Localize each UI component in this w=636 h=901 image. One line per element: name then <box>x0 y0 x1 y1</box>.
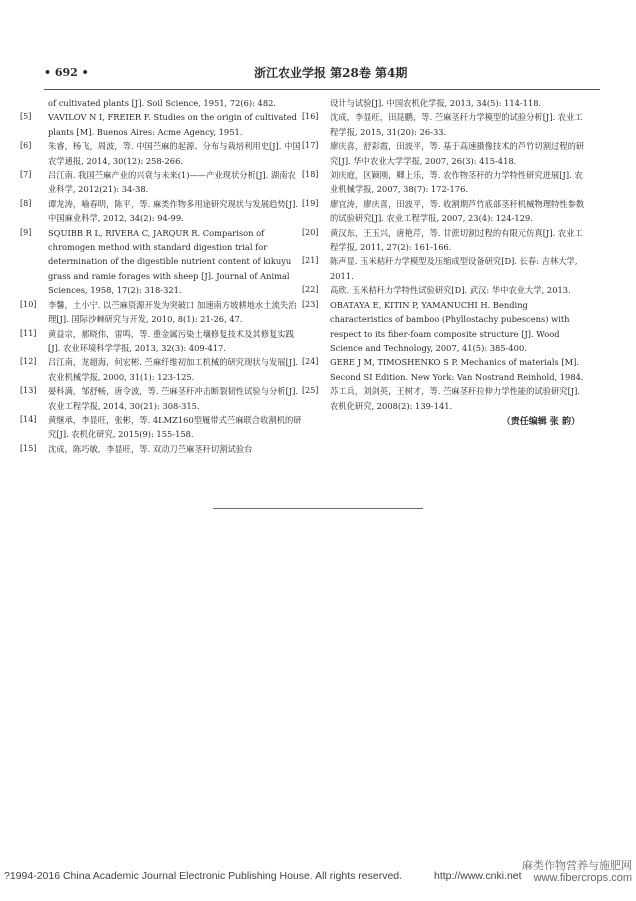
reference-text: 晏科满，邹舒畅，唐令波，等. 苎麻茎秆冲击断裂韧性试验与分析[J]. 农业工程学报, 2014, 30(21): 308-315. <box>48 386 299 411</box>
reference-text: 谭龙涛，喻春明，陈平，等. 麻类作物多用途研究现状与发展趋势[J]. 中国麻业科学, 2012, 34(2): 94-99. <box>48 198 299 224</box>
reference-number: [6] <box>20 141 32 151</box>
reference-item <box>20 226 304 298</box>
reference-text: of cultivated plants [J]. Soil Science, 1951, 72(6): 482. <box>48 98 277 108</box>
reference-item <box>302 355 586 384</box>
reference-number: [11] <box>20 328 37 338</box>
reference-item <box>20 110 304 139</box>
reference-item <box>302 298 586 356</box>
reference-text: 黄继承，李显旺，张彬，等. 4LMZ160型履带式苎麻联合收割机的研究[J]. 农机化研究, 2015(9): 155-158. <box>48 414 302 440</box>
reference-text: 黄益宗，郝晓伟，雷鸣，等. 重金属污染土壤修复技术及其修复实践[J]. 农业环境科学学报, 2013, 32(3): 409-417. <box>48 328 294 353</box>
reference-number: [9] <box>20 227 32 237</box>
reference-item <box>330 96 586 110</box>
reference-text: 沈成，李显旺，田昆鹏，等. 苎麻茎秆力学模型的试验分析[J]. 农业工程学报, 2015, 31(20): 26-33. <box>330 112 583 137</box>
reference-item <box>20 355 304 384</box>
reference-item <box>302 254 586 283</box>
reference-column-right <box>302 96 586 429</box>
reference-item <box>20 298 304 327</box>
reference-text: 刘庆庭，区颖刚，卿上乐，等. 农作物茎秆的力学特性研究进展[J]. 农业机械学报, 2007, 38(7): 172-176. <box>330 170 583 195</box>
reference-number: [23] <box>302 299 319 309</box>
reference-number: [12] <box>20 357 37 367</box>
reference-text: 设计与试验[J]. 中国农机化学报, 2013, 34(5): 114-118. <box>330 98 542 108</box>
journal-running-head: 浙江农业学报 第28卷 第4期 <box>254 66 408 80</box>
reference-text: VAVILOV N I, FREIER F. Studies on the origin of cultivated plants [M]. Buenos Aires: Acme Agency, 1951. <box>48 112 297 137</box>
reference-number: [21] <box>302 256 319 266</box>
reference-item <box>20 139 304 168</box>
reference-item <box>302 226 586 255</box>
reference-number: [17] <box>302 141 319 151</box>
reference-item <box>20 413 304 442</box>
reference-item <box>302 197 586 226</box>
watermark <box>522 860 632 884</box>
reference-number: [18] <box>302 170 319 180</box>
reference-text: 廖宜涛，廖庆喜，田波平，等. 收割期芦竹底部茎秆机械物理特性参数的试验研究[J]. 农业工程学报, 2007, 23(4): 124-129. <box>330 198 585 224</box>
reference-number: [16] <box>302 112 319 122</box>
reference-column-left <box>20 96 304 456</box>
reference-item <box>302 110 586 139</box>
reference-number: [5] <box>20 112 32 122</box>
reference-text: 吕江南，龙超海，何宏彬. 苎麻纤维初加工机械的研究现状与发展[J]. 农业机械学报, 2000, 31(1): 123-125. <box>48 357 299 382</box>
reference-number: [20] <box>302 227 319 237</box>
reference-number: [13] <box>20 386 37 396</box>
page-footer <box>4 860 632 890</box>
reference-item <box>302 168 586 197</box>
responsible-editor: （责任编辑 张 韵） <box>501 416 580 427</box>
reference-number: [8] <box>20 198 32 208</box>
watermark-url: www.fibercrops.com <box>533 872 632 884</box>
reference-text: 陈声显. 玉米秸秆力学模型及压缩成型设备研究[D]. 长春: 吉林大学, 2011. <box>330 256 578 281</box>
reference-number: [14] <box>20 414 37 424</box>
watermark-cn: 麻类作物营养与施肥网 <box>522 860 632 872</box>
reference-text: SQUIBB R L, RIVERA C, JARQUR R. Comparison of chromogen method with standard digestion trial for determination of the digestible nutrient content of kikuyu grass and ramie forages with sheep [J]. Journal of Animal Sciences, 1958, 17(2): 318-321. <box>48 227 292 296</box>
reference-text: 沈成，陈巧敏，李显旺，等. 双动刀苎麻茎秆切割试验台 <box>48 443 253 454</box>
reference-text: 李馨，土小宁. 以苎麻资源开发为突破口 加速南方坡耕地水土流失治理[J]. 国际沙棘研究与开发, 2010, 8(1): 21-26, 47. <box>48 299 297 325</box>
reference-item <box>48 96 304 110</box>
end-of-article-rule <box>213 508 423 509</box>
reference-text: GERE J M, TIMOSHENKO S P. Mechanics of materials [M]. Second SI Edition. New York: Van Nostrand Reinhold, 1984. <box>330 357 584 382</box>
reference-number: [22] <box>302 285 319 295</box>
reference-number: [10] <box>20 299 37 309</box>
reference-text: OBATAYA E, KITIN P, YAMANUCHI H. Bending characteristics of bamboo (Phyllostachy pubescens) with respect to its fiber-foam composite structure [J]. Wood Science and Technology, 2007, 41(5): 385-400. <box>330 299 570 353</box>
page-number: • 692 • <box>44 66 89 79</box>
reference-number: [15] <box>20 443 37 453</box>
reference-text: 高欣. 玉米秸秆力学特性试验研究[D]. 武汉: 华中农业大学, 2013. <box>330 285 571 296</box>
reference-number: [25] <box>302 386 319 396</box>
reference-text: 廖庆喜，舒彩霞，田波平，等. 基于高速摄像技术的芦竹切割过程的研究[J]. 华中农业大学学报, 2007, 26(3): 415-418. <box>330 141 585 166</box>
reference-text: 黄汉东，王玉兴，唐艳芹，等. 甘蔗切割过程的有限元仿真[J]. 农业工程学报, 2011, 27(2): 161-166. <box>330 227 583 253</box>
reference-number: [7] <box>20 170 32 180</box>
page-header <box>44 64 600 86</box>
reference-item <box>20 384 304 413</box>
reference-item <box>20 327 304 356</box>
copyright-notice: ?1994-2016 China Academic Journal Electronic Publishing House. All rights reserved. <box>4 870 403 882</box>
reference-text: 朱睿，杨飞，周波，等. 中国苎麻的起源、分布与栽培利用史[J]. 中国农学通报, 2014, 30(12): 258-266. <box>48 141 301 166</box>
reference-item <box>20 197 304 226</box>
reference-text: 吕江南. 我国苎麻产业的兴衰与未来(1)——产业现状分析[J]. 湖南农业科学, 2012(21): 34-38. <box>48 170 296 195</box>
reference-item <box>302 283 586 297</box>
reference-item <box>20 442 304 456</box>
reference-number: [24] <box>302 357 319 367</box>
reference-text: 苏工兵，刘剑英，王树才，等. 苎麻茎秆拉伸力学性能的试验研究[J]. 农机化研究, 2008(2): 139-141. <box>330 386 581 411</box>
cnki-link[interactable]: http://www.cnki.net <box>434 870 522 882</box>
reference-number: [19] <box>302 198 319 208</box>
reference-item <box>20 168 304 197</box>
reference-item <box>302 384 586 413</box>
header-rule <box>44 89 600 90</box>
reference-item <box>302 139 586 168</box>
